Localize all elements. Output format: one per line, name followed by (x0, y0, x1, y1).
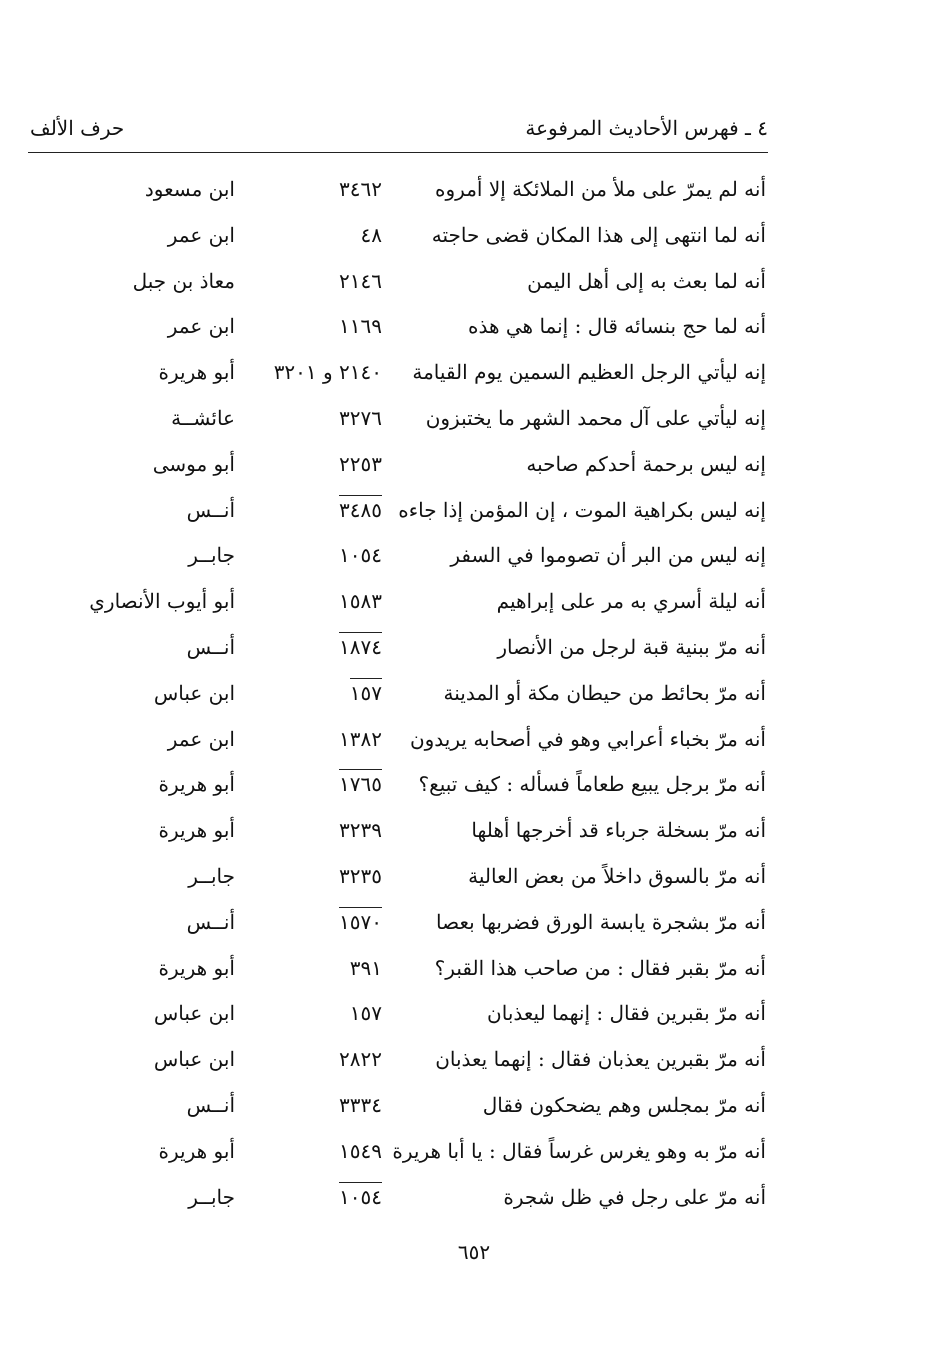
hadith-text: إنه ليأتي الرجل العظيم السمين يوم القيامة (412, 360, 766, 385)
list-item (0, 1084, 948, 1130)
hadith-number: ١٥٧ (349, 1001, 382, 1026)
hadith-number: ٣٣٣٤ (339, 1092, 382, 1117)
narrator-name: أبو هريرة (158, 818, 235, 843)
hadith-text: أنه لما انتهى إلى هذا المكان قضى حاجته (431, 222, 766, 247)
hadith-text: أنه مرّ بقبر فقال : من صاحب هذا القبر؟ (434, 955, 766, 980)
hadith-number: ١٧٦٥ (339, 769, 382, 797)
narrator-name: ابن عمر (167, 222, 235, 247)
hadith-number: ١١٦٩ (339, 314, 382, 339)
hadith-number: ٢٨٢٢ (339, 1047, 382, 1072)
hadith-text: أنه لما بعث به إلى أهل اليمن (527, 268, 766, 293)
hadith-text: أنه مرّ على رجل في ظل شجرة (503, 1184, 766, 1209)
hadith-text: أنه مرّ بشجرة يابسة الورق فضربها بعصا (436, 909, 766, 934)
hadith-text: أنه مرّ بخباء أعرابي وهو في أصحابه يريدون (409, 726, 766, 751)
list-item (0, 443, 948, 489)
hadith-text: أنه ليلة أسري به مر على إبراهيم (496, 589, 766, 614)
hadith-number: ٣٢٣٩ (339, 818, 382, 843)
narrator-name: ابن عمر (167, 314, 235, 339)
hadith-number: ٢٢٥٣ (339, 451, 382, 476)
narrator-name: ابن عباس (153, 1047, 235, 1072)
hadith-number: ١٣٨٢ (339, 726, 382, 751)
list-item (0, 305, 948, 351)
hadith-number: ١٨٧٤ (339, 632, 382, 660)
hadith-text: أنه مرّ بسخلة جرباء قد أخرجها أهلها (471, 818, 766, 843)
narrator-name: أنــس (186, 497, 235, 522)
list-item (0, 260, 948, 306)
hadith-number: ٣٢٧٦ (339, 405, 382, 430)
hadith-number: ١٥٤٩ (339, 1138, 382, 1163)
list-item (0, 214, 948, 260)
letter-title: حرف الألف (30, 116, 125, 140)
narrator-name: ابن عباس (153, 680, 235, 705)
hadith-number: ٣٤٦٢ (339, 177, 382, 201)
list-item (0, 901, 948, 947)
hadith-text: أنه مرّ به وهو يغرس غرساً فقال : يا أبا هريرة (392, 1138, 766, 1163)
hadith-number: ٣٩١ (349, 955, 382, 980)
hadith-text: إنه ليس برحمة أحدكم صاحبه (526, 451, 766, 476)
hadith-text: أنه مرّ بقبرين يعذبان فقال : إنهما يعذبان (435, 1047, 766, 1072)
narrator-name: جابــر (188, 1184, 235, 1209)
narrator-name: جابــر (188, 543, 235, 568)
hadith-number: ٢١٤٠ و ٣٢٠١ (273, 360, 382, 385)
narrator-name: أنــس (186, 1092, 235, 1117)
header-divider (28, 152, 768, 153)
list-item (0, 992, 948, 1038)
narrator-name: أبو هريرة (158, 772, 235, 797)
list-item (0, 626, 948, 672)
list-item (0, 534, 948, 580)
hadith-number: ١٠٥٤ (339, 543, 382, 568)
hadith-number: ٣٤٨٥ (339, 495, 382, 523)
list-item (0, 718, 948, 764)
narrator-name: أبو أيوب الأنصاري (89, 589, 235, 614)
narrator-name: أنــس (186, 634, 235, 659)
hadith-number: ١٥٨٣ (339, 589, 382, 614)
narrator-name: أبو هريرة (158, 360, 235, 385)
narrator-name: أنــس (186, 909, 235, 934)
list-item (0, 1176, 948, 1222)
narrator-name: ابن مسعود (144, 177, 235, 201)
hadith-text: أنه مرّ برجل يبيع طعاماً فسأله : كيف تبيع؟ (418, 772, 766, 797)
hadith-text: أنه لم يمرّ على ملأ من الملائكة إلا أمروه (435, 177, 766, 201)
hadith-number: ٣٢٣٥ (339, 863, 382, 888)
hadith-number: ١٥٧ (350, 678, 382, 706)
hadith-index-list (0, 168, 948, 1221)
page-number: ٦٥٢ (457, 1240, 491, 1264)
narrator-name: ابن عمر (167, 726, 235, 751)
hadith-text: إنه ليس من البر أن تصوموا في السفر (450, 543, 766, 568)
list-item (0, 1038, 948, 1084)
narrator-name: معاذ بن جبل (132, 268, 235, 293)
narrator-name: أبو هريرة (158, 1138, 235, 1163)
list-item (0, 763, 948, 809)
hadith-text: أنه مرّ بقبرين فقال : إنهما ليعذبان (487, 1001, 766, 1026)
hadith-text: أنه مرّ ببنية قبة لرجل من الأنصار (497, 634, 766, 659)
list-item (0, 1130, 948, 1176)
narrator-name: عائشــة (171, 405, 235, 430)
narrator-name: أبو موسى (152, 451, 235, 476)
hadith-number: ١٥٧٠ (339, 907, 382, 935)
list-item (0, 855, 948, 901)
list-item (0, 809, 948, 855)
hadith-text: إنه ليأتي على آل محمد الشهر ما يختبزون (425, 405, 766, 430)
section-title: ٤ ـ فهرس الأحاديث المرفوعة (525, 116, 768, 140)
hadith-number: ٢١٤٦ (339, 268, 382, 293)
list-item (0, 580, 948, 626)
hadith-text: أنه مرّ بالسوق داخلاً من بعض العالية (468, 863, 766, 888)
hadith-text: أنه مرّ بمجلس وهم يضحكون فقال (482, 1092, 766, 1117)
list-item (0, 672, 948, 718)
list-item (0, 489, 948, 535)
hadith-text: أنه مرّ بحائط من حيطان مكة أو المدينة (443, 680, 766, 705)
list-item (0, 351, 948, 397)
list-item (0, 397, 948, 443)
narrator-name: أبو هريرة (158, 955, 235, 980)
narrator-name: جابــر (188, 863, 235, 888)
list-item (0, 947, 948, 993)
hadith-number: ١٠٥٤ (339, 1182, 382, 1210)
narrator-name: ابن عباس (153, 1001, 235, 1026)
hadith-text: أنه لما حج بنسائه قال : إنما هي هذه (468, 314, 766, 339)
list-item (0, 168, 948, 214)
hadith-number: ٤٨ (360, 222, 382, 247)
hadith-text: إنه ليس بكراهية الموت ، إن المؤمن إذا جاءه (398, 497, 766, 522)
